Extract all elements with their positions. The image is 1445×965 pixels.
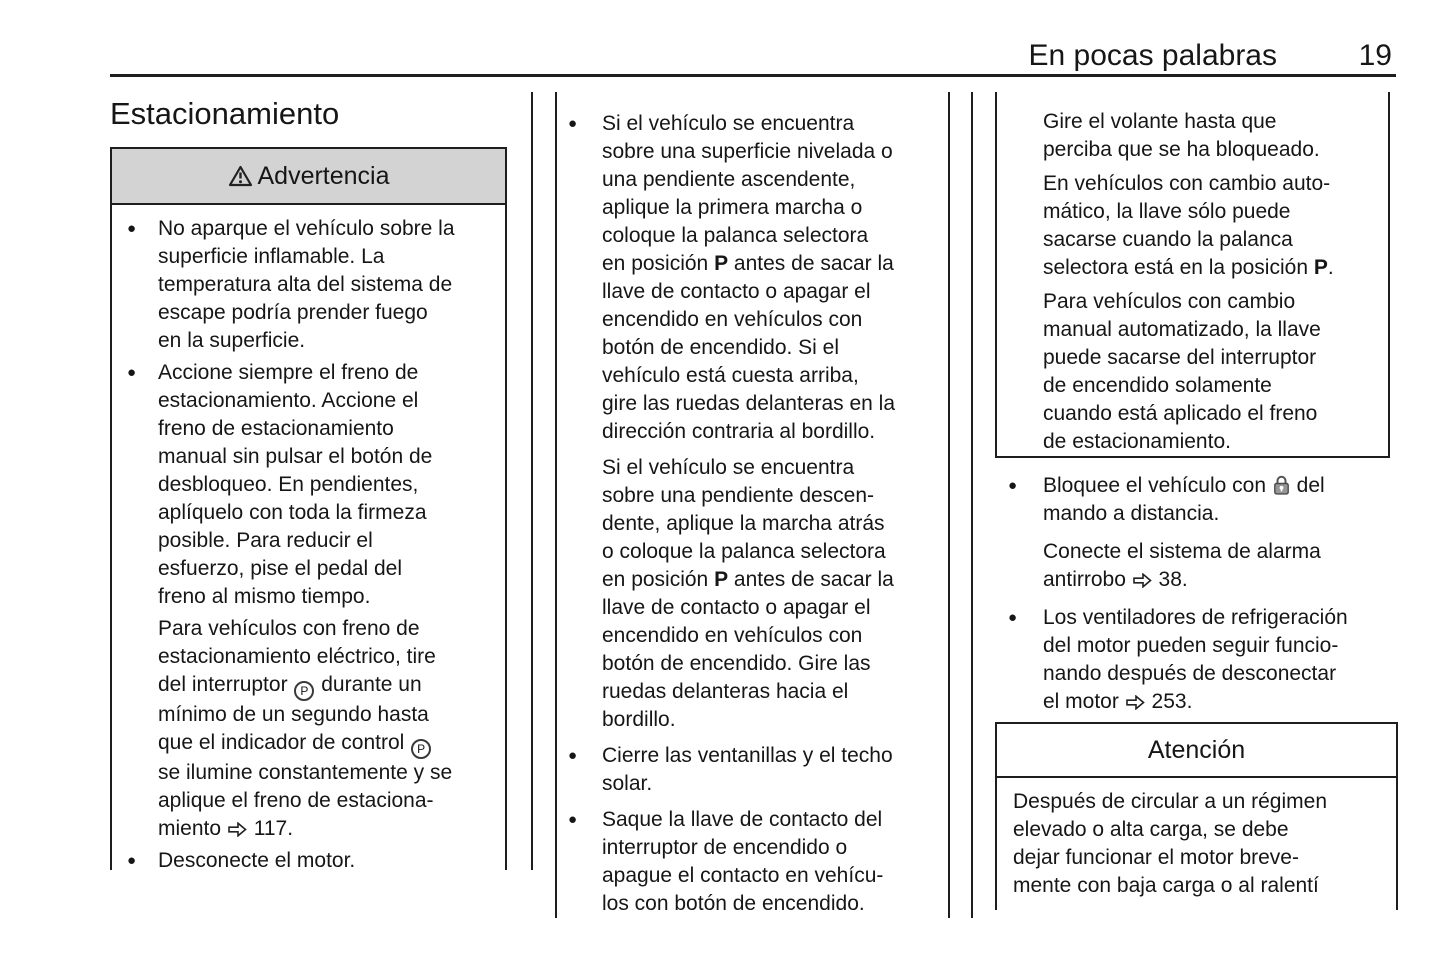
list-item [565,454,944,734]
list-item [1005,538,1401,594]
list-item [1043,288,1384,456]
bullet-marker: ● [127,220,137,237]
bullet-marker: ● [1008,609,1018,626]
warning-box-title: Advertencia [257,161,390,190]
list-item-text: Bloquee el vehículo con del mando a distancia. [1043,474,1325,525]
list-item [1013,788,1388,900]
list-item-text: No aparque el vehículo sobre la superficie inflamable. La temperatura alta del sistema de escape podría prender fuego en la superficie. [158,217,455,352]
list-item [565,742,944,798]
caution-box-title: Atención [1147,735,1246,764]
list-item [124,359,501,611]
list-item-text: Después de circular a un régimen elevado o alta carga, se debe dejar funcionar el motor breve- mente con baja carga o al ralentí [1013,790,1327,897]
list-item-text: Para vehículos con cambio manual automatizado, la llave puede sacarse del interruptor de encendido solamente cuando está aplicado el freno de estacionamiento. [1043,290,1321,453]
warning-box-middle-fragment [555,92,950,918]
list-item [565,806,944,918]
page-heading: Estacionamiento [110,96,340,131]
section-title: En pocas palabras [1028,39,1277,72]
warning-triangle-icon [228,165,253,187]
list-item [565,110,944,446]
list-item-text: Si el vehículo se encuentra sobre una pendiente descen- dente, aplique la marcha atrás o coloque la palanca selectora en posición P antes de sacar la llave de contacto o apagar el encendido en vehículos con botón de encendido. Gire las ruedas delanteras hacia el bordillo. [602,456,894,731]
list-item-text: Cierre las ventanillas y el techo solar. [602,744,893,795]
list-item [1043,170,1384,282]
box-continuation-rule-left [531,92,533,870]
right-column-list [995,472,1401,726]
list-item-text: En vehículos con cambio auto- mático, la llave sólo puede sacarse cuando la palanca selectora está en la posición P. [1043,172,1334,279]
warning-box-header [112,147,505,205]
bullet-marker: ● [568,747,578,764]
list-item-text: Accione siempre el freno de estacionamiento. Accione el freno de estacionamiento manual sin pulsar el botón de desbloqueo. En pendientes, aplíquelo con toda la firmeza posible. Para reducir el esfuerzo, pise el pedal del freno al mismo tiempo. [158,361,433,608]
list-item [124,615,501,843]
page-reference-arrow-icon [228,822,247,837]
list-item [1005,604,1401,716]
warning-box-right-fragment [995,92,1390,458]
page-reference-arrow-icon [1133,573,1152,588]
list-item-text: Saque la llave de contacto del interruptor de encendido o apague el contacto en vehícu- los con botón de encendido. [602,808,884,915]
bullet-marker: ● [568,115,578,132]
parking-brake-switch-icon: P [411,739,431,759]
lock-icon [1273,475,1290,495]
header-rule [110,74,1396,77]
parking-brake-switch-icon: P [294,681,314,701]
bullet-marker: ● [568,811,578,828]
caution-box-header [997,724,1396,778]
list-item [124,847,501,875]
warning-box-body [112,205,505,875]
page-reference-arrow-icon [1126,695,1145,710]
list-item-text: Si el vehículo se encuentra sobre una superficie nivelada o una pendiente ascendente, aplique la primera marcha o coloque la palanca selectora en posición P antes de sacar la llave de contacto o apagar el encendido en vehículos con botón de encendido. Si el vehículo está cuesta arriba, gire las ruedas delanteras en la dirección contraria al bordillo. [602,112,896,443]
box-continuation-rule-right [971,92,973,918]
list-item [1043,108,1384,164]
list-item-text: Conecte el sistema de alarma antirrobo 38. [1043,540,1321,591]
list-item-text: Los ventiladores de refrigeración del motor pueden seguir funcio- nando después de desconectar el motor 253. [1043,606,1348,713]
bullet-marker: ● [127,852,137,869]
list-item-text: Desconecte el motor. [158,849,356,872]
bullet-marker: ● [127,364,137,381]
list-item [124,215,501,355]
warning-box [110,147,507,870]
page-number: 19 [1358,39,1392,72]
bullet-marker: ● [1008,477,1018,494]
caution-box-body [997,778,1396,900]
list-item-text: Para vehículos con freno de estacionamiento eléctrico, tire del interruptor P durante un mínimo de un segundo hasta que el indicador de control P se ilumine constantemente y se aplique el freno de estaciona- miento 117. [158,617,453,840]
caution-box [995,722,1398,910]
list-item-text: Gire el volante hasta que perciba que se ha bloqueado. [1043,110,1320,161]
list-item [1005,472,1401,528]
